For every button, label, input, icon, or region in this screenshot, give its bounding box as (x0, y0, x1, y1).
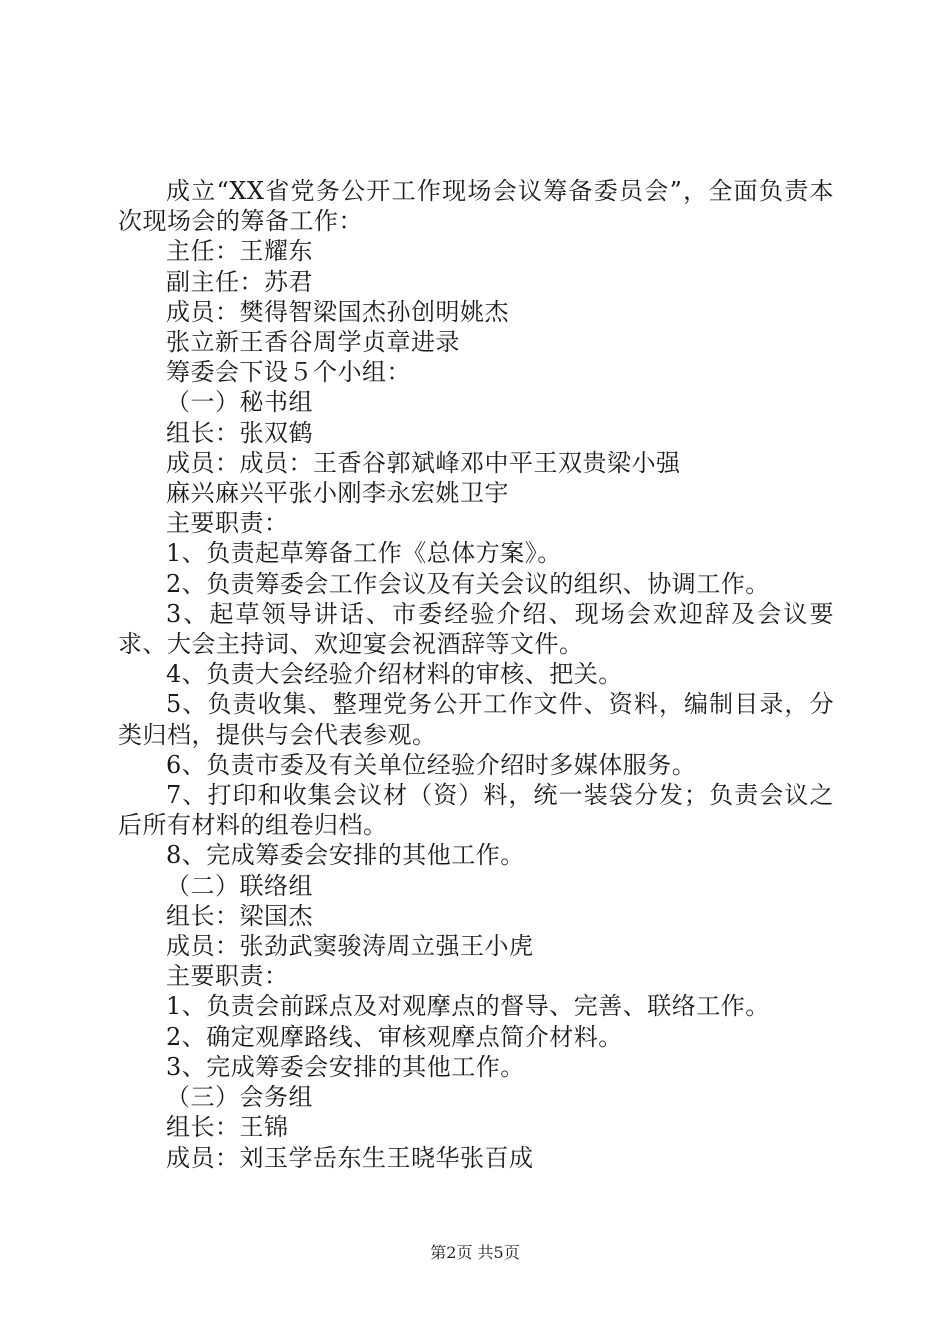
list-item: 5、负责收集、整理党务公开工作文件、资料，编制目录，分类归档，提供与会代表参观。 (118, 690, 834, 749)
paragraph-liaison-leader: 组长：梁国杰 (166, 901, 313, 930)
paragraph-liaison-duties-label: 主要职责： (166, 962, 289, 991)
heading-conference-affairs-group: （三）会务组 (166, 1083, 313, 1112)
page-number-footer: 第2页 共5页 (430, 1243, 520, 1262)
list-item: 3、完成筹委会安排的其他工作。 (166, 1052, 525, 1081)
paragraph-director: 主任：王耀东 (166, 237, 313, 266)
paragraph-conference-members: 成员：刘玉学岳东生王晓华张百成 (166, 1143, 534, 1172)
list-item: 8、完成筹委会安排的其他工作。 (166, 841, 525, 870)
paragraph-members-continued: 张立新王香谷周学贞章进录 (166, 328, 460, 357)
paragraph-deputy-director: 副主任：苏君 (166, 267, 313, 296)
list-item: 6、负责市委及有关单位经验介绍时多媒体服务。 (166, 750, 697, 779)
list-item: 7、打印和收集会议材（资）料，统一装袋分发；负责会议之后所有材料的组卷归档。 (118, 781, 834, 840)
list-item: 2、负责筹委会工作会议及有关会议的组织、协调工作。 (166, 569, 770, 598)
paragraph-secretariat-leader: 组长：张双鹤 (166, 418, 313, 447)
list-item: 3、起草领导讲话、市委经验介绍、现场会欢迎辞及会议要求、大会主持词、欢迎宴会祝酒辞等文件。 (118, 599, 834, 659)
heading-secretariat-group: （一）秘书组 (166, 388, 313, 417)
heading-liaison-group: （二）联络组 (166, 871, 313, 900)
paragraph-members: 成员：樊得智梁国杰孙创明姚杰 (166, 297, 509, 326)
paragraph-secretariat-members: 成员：成员：王香谷郭斌峰邓中平王双贵梁小强 (166, 448, 681, 477)
document-body (118, 176, 834, 1173)
paragraph-conference-leader: 组长：王锦 (166, 1113, 289, 1142)
paragraph-intro: 成立“XX省党务公开工作现场会议筹备委员会”，全面负责本次现场会的筹备工作： (118, 177, 834, 236)
list-item: 1、负责起草筹备工作《总体方案》。 (166, 539, 562, 568)
paragraph-liaison-members: 成员：张劲武窦骏涛周立强王小虎 (166, 932, 534, 961)
paragraph-secretariat-duties-label: 主要职责： (166, 509, 289, 538)
paragraph-subgroups: 筹委会下设５个小组： (166, 358, 411, 387)
list-item: 4、负责大会经验介绍材料的审核、把关。 (166, 660, 623, 689)
paragraph-secretariat-members-continued: 麻兴麻兴平张小刚李永宏姚卫宇 (166, 479, 509, 508)
list-item: 1、负责会前踩点及对观摩点的督导、完善、联络工作。 (166, 992, 770, 1021)
list-item: 2、确定观摩路线、审核观摩点简介材料。 (166, 1022, 623, 1051)
